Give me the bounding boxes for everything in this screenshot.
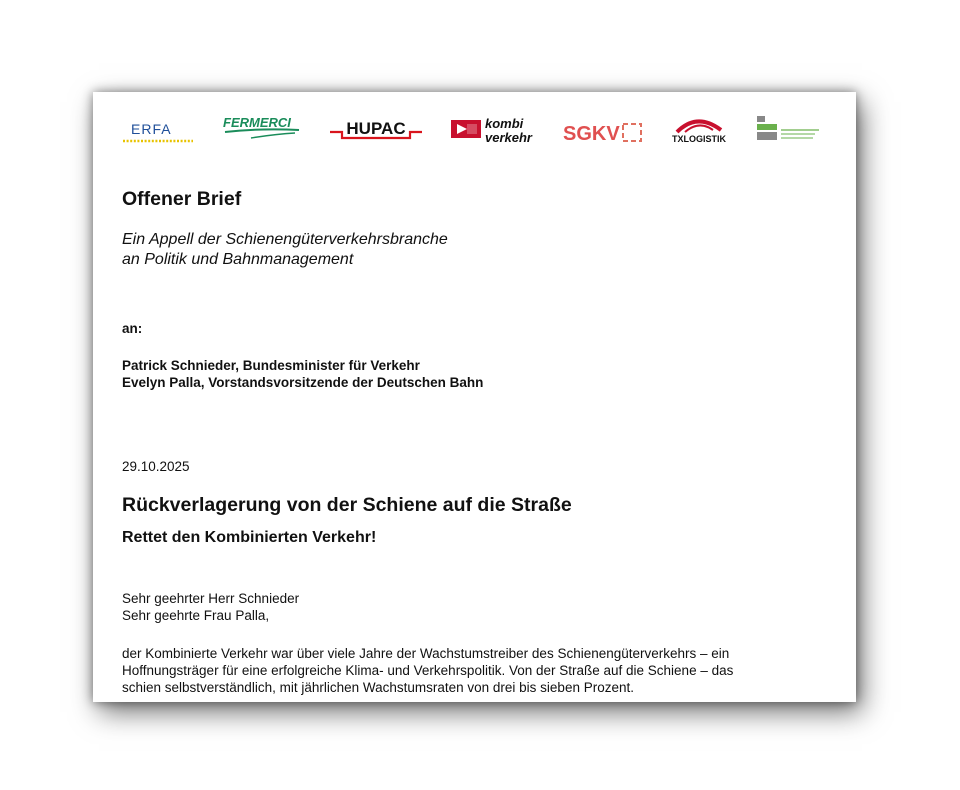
kombiverkehr-logo-line1: kombi: [485, 116, 524, 131]
body-paragraph: [122, 645, 812, 696]
recipient-line: Patrick Schnieder, Bundesminister für Verkehr: [122, 358, 420, 373]
salutation-line: Sehr geehrte Frau Palla,: [122, 608, 270, 623]
txlogistik-logo: [671, 114, 727, 146]
recipient-line: Evelyn Palla, Vorstandsvorsitzende der Deutschen Bahn: [122, 375, 484, 390]
subtitle-line: Ein Appell der Schienengüterverkehrsbranche: [122, 231, 448, 248]
letter-subtitle: [122, 230, 448, 270]
letter-heading: Rückverlagerung von der Schiene auf die Straße: [122, 494, 572, 516]
to-label: an:: [122, 321, 143, 336]
sgkv-logo: [561, 116, 647, 146]
letter-date: 29.10.2025: [122, 459, 190, 474]
fermerci-logo: [221, 112, 303, 142]
sgkv-logo-text: SGKV: [563, 123, 620, 145]
letter-subheading: Rettet den Kombinierten Verkehr!: [122, 529, 377, 546]
letter-title: Offener Brief: [122, 188, 242, 210]
erfa-logo: [121, 118, 195, 146]
body-line: schien selbstverständlich, mit jährlichen Wachstumsraten von drei bis sieben Prozent.: [122, 680, 634, 695]
green-logo: [753, 114, 821, 146]
recipients: [122, 357, 483, 391]
kombiverkehr-logo: [449, 114, 541, 146]
logo-bar: [93, 92, 856, 162]
fermerci-logo-text: FERMERCI: [223, 115, 291, 130]
hupac-logo: [328, 116, 424, 144]
body-line: Hoffnungsträger für eine erfolgreiche Klima- und Verkehrspolitik. Von der Straße auf die Schiene – das: [122, 663, 734, 678]
subtitle-line: an Politik und Bahnmanagement: [122, 251, 354, 268]
body-line: der Kombinierte Verkehr war über viele Jahre der Wachstumstreiber des Schienengüterverkehrs – ein: [122, 646, 730, 661]
salutation: [122, 590, 299, 624]
kombiverkehr-logo-line2: verkehr: [485, 130, 532, 145]
hupac-logo-text: HUPAC: [346, 119, 406, 138]
erfa-logo-text: ERFA: [131, 121, 172, 137]
salutation-line: Sehr geehrter Herr Schnieder: [122, 591, 300, 606]
letter-page: [93, 92, 856, 702]
txlogistik-logo-text: TXLOGISTIK: [672, 134, 726, 144]
